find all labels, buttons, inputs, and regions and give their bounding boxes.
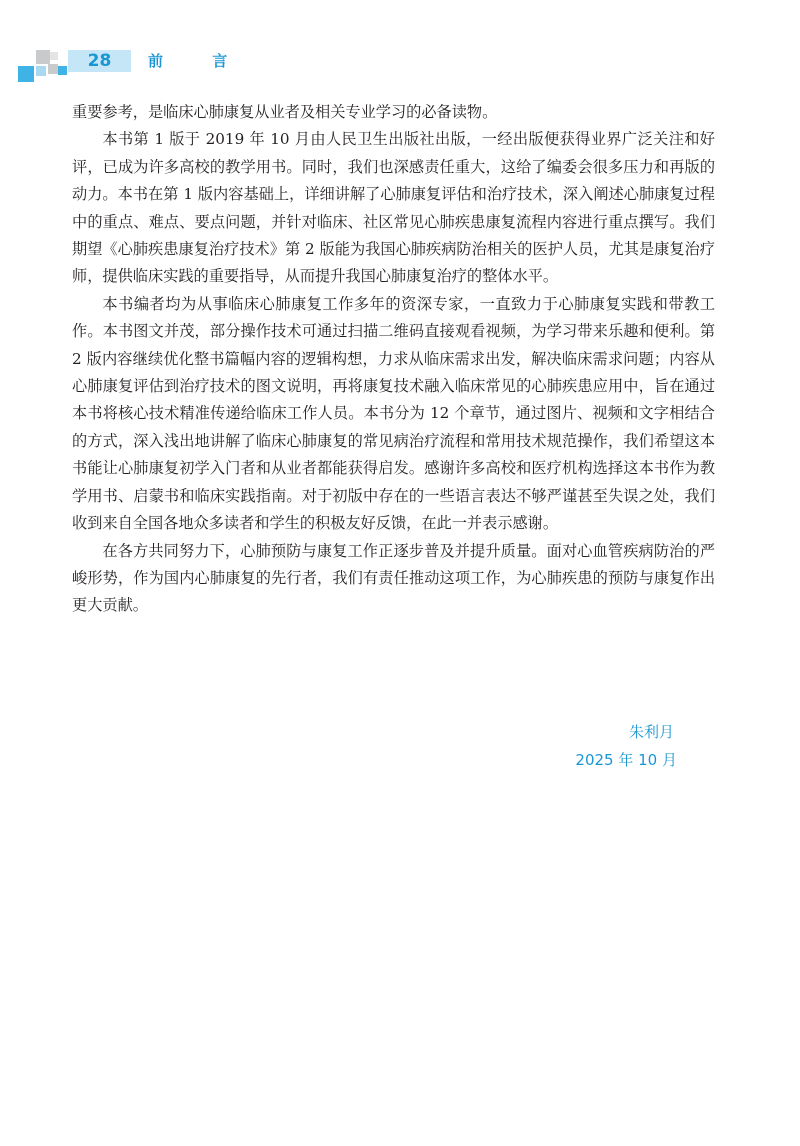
author-name: 朱利月	[628, 723, 674, 741]
decorative-square	[58, 66, 67, 75]
paragraph-continuation: 重要参考，是临床心肺康复从业者及相关专业学习的必备读物。	[72, 103, 498, 121]
paragraph: 在各方共同努力下，心肺预防与康复工作正逐步普及并提升质量。面对心血管疾病防治的严峻形势，作为国内心肺康复的先行者，我们有责任推动这项工作，为心肺疾患的预防与康复作出更大贡献。	[72, 541, 715, 615]
decorative-square	[36, 66, 46, 76]
paragraph: 本书第 1 版于 2019 年 10 月由人民卫生出版社出版，一经出版便获得业界广泛关注和好评，已成为许多高校的教学用书。同时，我们也深感责任重大，这给了编委会很多压力和再版的动力。本书在第 1 版内容基础上，详细讲解了心肺康复评估和治疗技术，深入阐述心肺康复过程中的重点、难点、要点问题，并针对临床、社区常见心肺疾患康复流程内容进行重点撰写。我们期望《心肺疾患康复治疗技术》第 2 版能为我国心肺疾病防治相关的医护人员，尤其是康复治疗师，提供临床实践的重要指导，从而提升我国心肺康复治疗的整体水平。	[72, 130, 715, 286]
signature-date: 2025 年 10 月	[575, 751, 677, 769]
page-header	[0, 0, 800, 90]
paragraph: 本书编者均为从事临床心肺康复工作多年的资深专家，一直致力于心肺康复实践和带教工作。本书图文并茂，部分操作技术可通过扫描二维码直接观看视频，为学习带来乐趣和便利。第 2 版内容继续优化整书篇幅内容的逻辑构想，力求从临床需求出发，解决临床需求问题；内容从心肺康复评估到治疗技术的图文说明，再将康复技术融入临床常见的心肺疾患应用中，旨在通过本书将核心技术精准传递给临床工作人员。本书分为 12 个章节，通过图片、视频和文字相结合的方式，深入浅出地讲解了临床心肺康复的常见病治疗流程和常用技术规范操作，我们希望这本书能让心肺康复初学入门者和从业者都能获得启发。感谢许多高校和医疗机构选择这本书作为教学用书、启蒙书和临床实践指南。对于初版中存在的一些语言表达不够严谨甚至失误之处，我们收到来自全国各地众多读者和学生的积极友好反馈，在此一并表示感谢。	[72, 294, 715, 533]
page-number: 28	[68, 50, 131, 72]
section-title: 前 言	[148, 52, 250, 70]
preface-body	[72, 99, 715, 620]
signature-block	[575, 718, 677, 774]
decorative-square	[18, 66, 34, 82]
decorative-square	[48, 64, 58, 74]
decorative-square	[36, 50, 50, 64]
decorative-square	[50, 52, 58, 60]
